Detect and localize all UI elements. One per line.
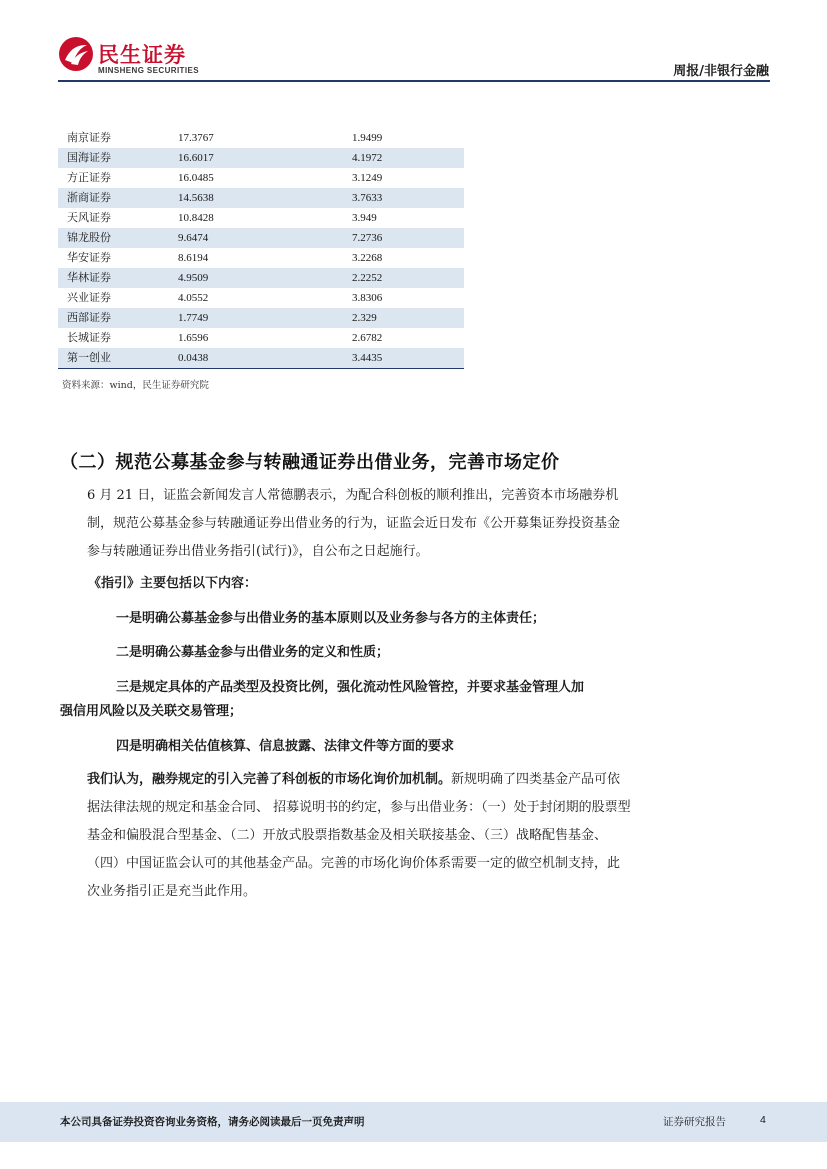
page-number: 4 — [760, 1114, 766, 1126]
table-cell-name: 华安证券 — [67, 251, 111, 264]
table-cell-name: 第一创业 — [67, 351, 111, 364]
paragraph-conclusion — [60, 766, 632, 906]
logo-english-name: MINSHENG SECURITIES — [98, 66, 199, 75]
page-footer — [0, 1102, 827, 1142]
page-header — [0, 0, 827, 84]
table-row — [58, 128, 464, 148]
table-cell-name: 南京证券 — [67, 131, 111, 144]
guide-item-1: 一是明确公募基金参与出借业务的基本原则以及业务参与各方的主体责任； — [116, 611, 546, 626]
table-row — [58, 268, 464, 288]
table-cell-value-2: 1.9499 — [352, 132, 383, 144]
table-cell-value-2: 3.949 — [352, 212, 377, 224]
table-row — [58, 308, 464, 328]
table-cell-name: 浙商证券 — [67, 191, 111, 204]
footer-document-type: 证券研究报告 — [663, 1116, 726, 1128]
minsheng-logo-icon — [58, 36, 94, 72]
table-row — [58, 208, 464, 228]
table-cell-name: 西部证券 — [67, 311, 111, 324]
guide-item-2: 二是明确公募基金参与出借业务的定义和性质； — [116, 645, 390, 660]
table-cell-value-1: 4.9509 — [178, 272, 209, 284]
table-cell-name: 兴业证券 — [67, 291, 111, 304]
guide-item-3-line-1: 三是规定具体的产品类型及投资比例，强化流动性风险管控，并要求基金管理人加 — [116, 680, 585, 695]
table-cell-value-1: 17.3767 — [178, 132, 214, 144]
minsheng-logo — [58, 36, 228, 80]
report-type-label: 周报/非银行金融 — [673, 64, 769, 79]
table-cell-value-2: 2.2252 — [352, 272, 383, 284]
table-source-note: 资料来源：wind，民生证券研究院 — [62, 380, 209, 391]
table-cell-name: 华林证券 — [67, 271, 111, 284]
table-row — [58, 328, 464, 348]
table-cell-value-2: 2.329 — [352, 312, 377, 324]
table-cell-name: 方正证券 — [67, 171, 111, 184]
conclusion-bold-lead: 我们认为，融券规定的引入完善了科创板的市场化询价加机制。 — [87, 772, 452, 787]
table-cell-value-1: 16.6017 — [178, 152, 214, 164]
table-cell-value-1: 9.6474 — [178, 232, 209, 244]
table-cell-value-2: 2.6782 — [352, 332, 383, 344]
footer-disclaimer: 本公司具备证券投资咨询业务资格，请务必阅读最后一页免责声明 — [60, 1116, 365, 1128]
conclusion-text: 新规明确了四类基金产品可依据法律法规的规定和基金合同、 招募说明书的约定，参与出借业务：（一）处于封闭期的股票型基金和偏股混合型基金、（二）开放式股票指数基金及相关联接基金、（三）战略配售基金、（四）中国证监会认可的其他基金产品。完善的市场化询价体系需要一定的做空机制支持，此次业务指引正是充当此作用。 — [87, 772, 631, 899]
table-cell-value-2: 3.8306 — [352, 292, 383, 304]
table-cell-value-1: 14.5638 — [178, 192, 214, 204]
guide-intro: 《指引》主要包括以下内容： — [88, 576, 258, 591]
logo-chinese-name: 民生证券 — [98, 43, 186, 67]
paragraph-intro-text: 6 月 21 日，证监会新闻发言人常德鹏表示，为配合科创板的顺利推出，完善资本市场融券机制，规范公募基金参与转融通证券出借业务的行为，证监会近日发布《公开募集证券投资基金参与转融通证券出借业务指引(试行)》，自公布之日起施行。 — [87, 488, 621, 559]
table-cell-value-2: 3.4435 — [352, 352, 383, 364]
guide-item-3-line-2: 强信用风险以及关联交易管理； — [60, 704, 243, 719]
table-cell-value-2: 3.7633 — [352, 192, 383, 204]
section-heading: （二）规范公募基金参与转融通证券出借业务，完善市场定价 — [60, 452, 560, 473]
table-row — [58, 248, 464, 268]
securities-data-table — [58, 128, 464, 368]
table-row — [58, 228, 464, 248]
table-cell-value-1: 8.6194 — [178, 252, 209, 264]
table-cell-value-1: 10.8428 — [178, 212, 214, 224]
header-divider — [58, 80, 770, 82]
table-cell-value-2: 3.2268 — [352, 252, 383, 264]
table-cell-value-2: 7.2736 — [352, 232, 383, 244]
table-cell-value-2: 4.1972 — [352, 152, 383, 164]
table-bottom-rule — [58, 368, 464, 369]
table-cell-name: 锦龙股份 — [67, 231, 111, 244]
table-cell-name: 长城证券 — [67, 331, 111, 344]
table-cell-value-1: 16.0485 — [178, 172, 214, 184]
table-cell-value-2: 3.1249 — [352, 172, 383, 184]
table-cell-name: 天风证券 — [67, 211, 111, 224]
table-row — [58, 148, 464, 168]
table-cell-value-1: 1.6596 — [178, 332, 209, 344]
paragraph-intro — [60, 482, 632, 566]
table-row — [58, 188, 464, 208]
table-row — [58, 288, 464, 308]
table-row — [58, 348, 464, 368]
table-cell-name: 国海证券 — [67, 151, 111, 164]
table-row — [58, 168, 464, 188]
table-cell-value-1: 1.7749 — [178, 312, 209, 324]
guide-item-4: 四是明确相关估值核算、信息披露、法律文件等方面的要求 — [116, 739, 455, 754]
table-cell-value-1: 4.0552 — [178, 292, 209, 304]
table-cell-value-1: 0.0438 — [178, 352, 209, 364]
